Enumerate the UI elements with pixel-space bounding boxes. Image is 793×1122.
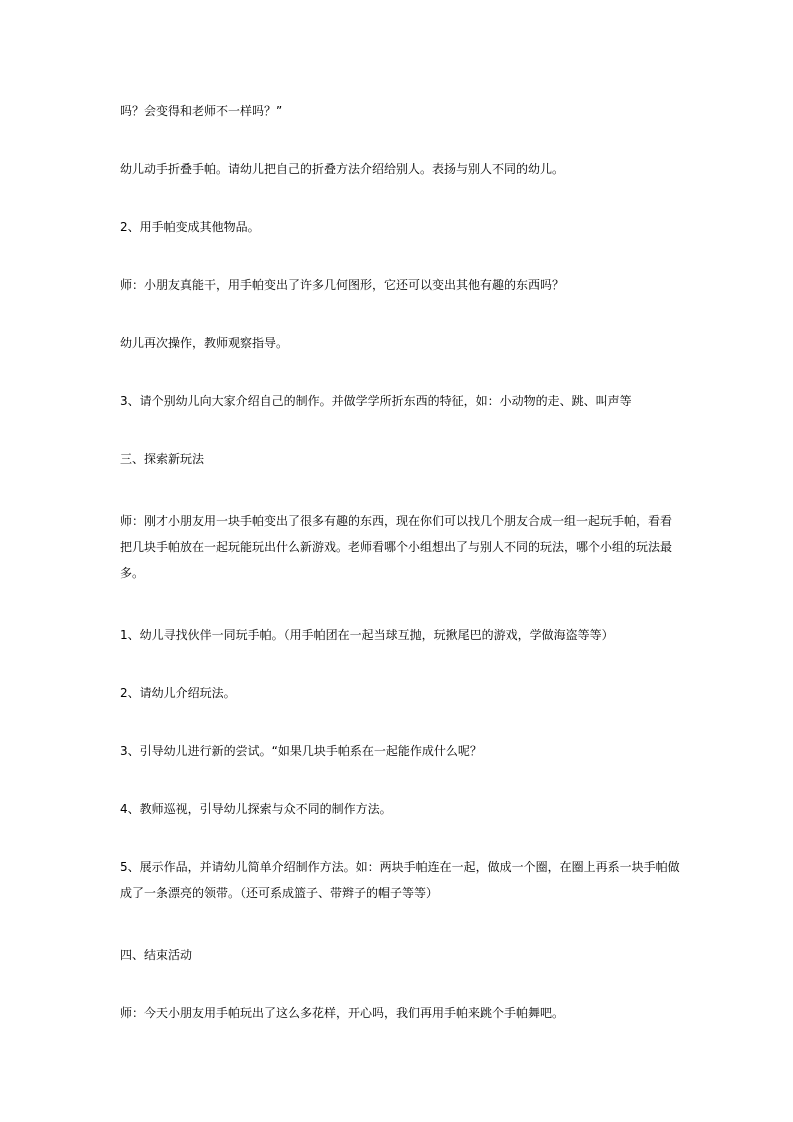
paragraph-step-2-heading: 2、用手帕变成其他物品。	[120, 220, 260, 234]
section-heading-4: 四、结束活动	[120, 948, 193, 962]
paragraph-teacher-group-play: 师：刚才小朋友用一块手帕变出了很多有趣的东西，现在你们可以找几个朋友合成一组一起玩手帕，看看把几块手帕放在一起玩能玩出什么新游戏。老师看哪个小组想出了与别人不同的玩法，哪个小组的玩法最多。	[120, 514, 673, 580]
paragraph-item-3: 3、引导幼儿进行新的尝试。“如果几块手帕系在一起能作成什么呢？	[120, 744, 482, 758]
paragraph-closing: 师：今天小朋友用手帕玩出了这么多花样，开心吗，我们再用手帕来跳个手帕舞吧。	[120, 1006, 565, 1020]
paragraph-teacher-question: 师：小朋友真能干，用手帕变出了许多几何图形，它还可以变出其他有趣的东西吗？	[120, 278, 565, 292]
paragraph-item-4: 4、教师巡视，引导幼儿探索与众不同的制作方法。	[120, 802, 392, 816]
paragraph-item-2: 2、请幼儿介绍玩法。	[120, 686, 236, 700]
section-heading-3: 三、探索新玩法	[120, 452, 205, 466]
paragraph-item-5: 5、展示作品，并请幼儿简单介绍制作方法。如：两块手帕连在一起，做成一个圈，在圈上再系一块手帕做成了一条漂亮的领带。（还可系成篮子、带辫子的帽子等等）	[120, 860, 680, 900]
paragraph-fold-handkerchief: 幼儿动手折叠手帕。请幼儿把自己的折叠方法介绍给别人。表扬与别人不同的幼儿。	[120, 162, 565, 176]
paragraph-children-operate: 幼儿再次操作，教师观察指导。	[120, 336, 289, 350]
paragraph-item-1: 1、幼儿寻找伙伴一同玩手帕。（用手帕团在一起当球互抛，玩揪尾巴的游戏，学做海盗等等）	[120, 628, 614, 642]
paragraph-step-3-intro: 3、请个别幼儿向大家介绍自己的制作。并做学学所折东西的特征，如：小动物的走、跳、叫声等	[120, 394, 632, 408]
paragraph-question-end: 吗？会变得和老师不一样吗？”	[120, 104, 283, 118]
